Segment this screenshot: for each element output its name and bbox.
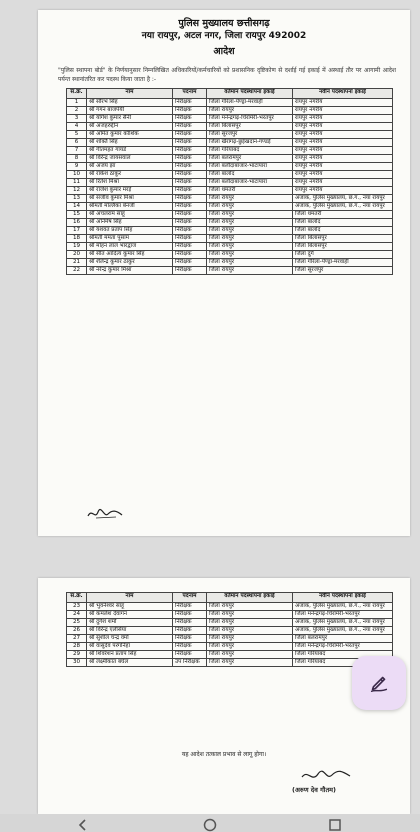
cell-new-posting: जिला गौरेला-पेण्ड्रा-मरवाही (293, 259, 393, 267)
cell-new-posting: रायपुर नगरीय (293, 131, 393, 139)
cell-new-posting: रायपुर नगरीय (293, 187, 393, 195)
cell-serial: 14 (67, 203, 87, 211)
cell-designation: निरीक्षक (173, 163, 207, 171)
cell-new-posting: जिला दुर्ग (293, 251, 393, 259)
cell-current-posting: जिला रायपुर (207, 635, 293, 643)
cell-new-posting: अजाक, पुलिस मुख्यालय, छ.ग., नया रायपुर (293, 203, 393, 211)
cell-serial: 2 (67, 107, 87, 115)
cell-serial: 23 (67, 603, 87, 611)
cell-current-posting: जिला गौरेला-पेण्ड्रा-मरवाही (207, 99, 293, 107)
cell-name: श्री वासुदेव परगनिहा (87, 643, 173, 651)
cell-designation: निरीक्षक (173, 195, 207, 203)
cell-designation: निरीक्षक (173, 155, 207, 163)
cell-new-posting: रायपुर नगरीय (293, 107, 393, 115)
cell-designation: निरीक्षक (173, 203, 207, 211)
document-page-1 (38, 10, 410, 536)
cell-current-posting: जिला रायपुर (207, 603, 293, 611)
table-row (67, 155, 393, 163)
officer-signature (300, 768, 352, 784)
cell-designation: निरीक्षक (173, 635, 207, 643)
cell-name: श्री गीतमहंत गायडे (87, 147, 173, 155)
cell-designation: निरीक्षक (173, 627, 207, 635)
cell-name: श्रीमती ममता पुसाम (87, 235, 173, 243)
cell-serial: 20 (67, 251, 87, 259)
col-header-sr: स.क्र. (67, 89, 87, 99)
cell-new-posting: जिला धमतरी (293, 211, 393, 219)
cell-name: श्री विरेन्द्र जायसवाल (87, 155, 173, 163)
table-row (67, 203, 393, 211)
cell-name: श्री योगेश कुमार सैनी (87, 115, 173, 123)
cell-current-posting: जिला रायपुर (207, 611, 293, 619)
cell-current-posting: जिला रायपुर (207, 251, 293, 259)
cell-serial: 24 (67, 611, 87, 619)
col-header-name: नाम (87, 593, 173, 603)
cell-name: श्री अजहरुद्दीन (87, 123, 173, 131)
cell-new-posting: जिला बालोद (293, 227, 393, 235)
cell-designation: निरीक्षक (173, 147, 207, 155)
cell-serial: 25 (67, 619, 87, 627)
cell-new-posting: जिला गरियाबंद (293, 659, 393, 667)
cell-serial: 7 (67, 147, 87, 155)
cell-current-posting: जिला रायपुर (207, 235, 293, 243)
cell-name: श्री यशवंत प्रताप सिंह (87, 227, 173, 235)
cell-name: श्री राजेश कुमार मरई (87, 187, 173, 195)
home-icon[interactable] (202, 818, 218, 832)
cell-designation: निरीक्षक (173, 643, 207, 651)
cell-new-posting: जिला मनेन्द्रगढ़-चिरमिरी-भरतपुर (293, 643, 393, 651)
cell-serial: 15 (67, 211, 87, 219)
cell-serial: 12 (67, 187, 87, 195)
cell-serial: 21 (67, 259, 87, 267)
cell-current-posting: जिला रायपुर (207, 195, 293, 203)
cell-current-posting: जिला धमतरी (207, 187, 293, 195)
cell-designation: निरीक्षक (173, 99, 207, 107)
table-row (67, 227, 393, 235)
cell-designation: निरीक्षक (173, 219, 207, 227)
table-row (67, 187, 393, 195)
cell-designation: निरीक्षक (173, 115, 207, 123)
cell-current-posting: जिला बलौदाबाजार-भाटापारा (207, 163, 293, 171)
cell-current-posting: जिला रायपुर (207, 219, 293, 227)
cell-new-posting: रायपुर नगरीय (293, 171, 393, 179)
cell-name: श्री नरेन्द्र कुमार मिश्रा (87, 267, 173, 275)
cell-current-posting: जिला रायपुर (207, 243, 293, 251)
col-header-new-posting: नवीन पदस्थापना इकाई (293, 593, 393, 603)
table-row (67, 99, 393, 107)
cell-current-posting: जिला रायपुर (207, 259, 293, 267)
cell-name: श्री सौरभ सिंह (87, 99, 173, 107)
table-header-row (67, 593, 393, 603)
cell-current-posting: जिला रायपुर (207, 267, 293, 275)
cell-name: श्रीमती मल्लिका बेनर्जी (87, 203, 173, 211)
cell-designation: निरीक्षक (173, 251, 207, 259)
cell-current-posting: जिला बलरामपुर (207, 155, 293, 163)
order-effect-note: यह आदेश तत्काल प्रभाव से लागू होगा। (181, 751, 267, 758)
cell-serial: 22 (67, 267, 87, 275)
table-row (67, 651, 393, 659)
cell-new-posting: जिला बालोद (293, 219, 393, 227)
table-row (67, 179, 393, 187)
table-row (67, 171, 393, 179)
cell-name: श्री शिवरेशन प्रताप सिंह (87, 651, 173, 659)
table-row (67, 115, 393, 123)
cell-name: श्री रितेश मिश्रा (87, 179, 173, 187)
cell-new-posting: रायपुर नगरीय (293, 115, 393, 123)
cell-current-posting: जिला गरियाबंद (207, 147, 293, 155)
cell-name: श्री संजीव कुमार मिश्रा (87, 195, 173, 203)
transfer-table (66, 88, 393, 275)
cell-new-posting: रायपुर नगरीय (293, 99, 393, 107)
cell-current-posting: जिला खैरागढ़-छुईखदान-गण्डई (207, 139, 293, 147)
table-row (67, 243, 393, 251)
cell-serial: 9 (67, 163, 87, 171)
table-row (67, 123, 393, 131)
edit-fab-button[interactable] (352, 656, 406, 710)
table-row (67, 659, 393, 667)
col-header-current-posting: वर्तमान पदस्थापना इकाई (207, 89, 293, 99)
cell-designation: निरीक्षक (173, 171, 207, 179)
cell-serial: 28 (67, 643, 87, 651)
cell-new-posting: जिला बिलासपुर (293, 243, 393, 251)
cell-designation: निरीक्षक (173, 107, 207, 115)
signature-mark (86, 506, 126, 522)
pen-edit-icon (368, 672, 390, 694)
cell-serial: 6 (67, 139, 87, 147)
cell-name: श्री अचलराम साहू (87, 211, 173, 219)
cell-current-posting: जिला बलौदाबाजार-भाटापारा (207, 179, 293, 187)
cell-designation: उप निरीक्षक (173, 659, 207, 667)
cell-new-posting: जिला सूरजपुर (293, 267, 393, 275)
cell-serial: 13 (67, 195, 87, 203)
table-row (67, 611, 393, 619)
system-nav-bar (0, 814, 420, 832)
cell-current-posting: जिला बिलासपुर (207, 123, 293, 131)
cell-current-posting: जिला रायपुर (207, 619, 293, 627)
officer-name: (अरुण देव गौतम) (292, 786, 337, 794)
cell-current-posting: जिला रायपुर (207, 659, 293, 667)
intro-paragraph: "पुलिस स्थापना बोर्ड" के निर्णयानुसार निम्नलिखित अधिकारियों/कर्मचारियों को प्रशासनिक दृष्टिकोण से दर्शाई गई इकाई में अस्थाई तौर पर आगामी आदेश पर्यन्त स्थानांतरित कर पदस्थ किया जाता है :- (58, 67, 396, 83)
cell-current-posting: जिला रायपुर (207, 627, 293, 635)
table-row (67, 619, 393, 627)
col-header-sr: स.क्र. (67, 593, 87, 603)
col-header-name: नाम (87, 89, 173, 99)
cell-name: श्री अजय झा (87, 163, 173, 171)
cell-new-posting: अजाक, पुलिस मुख्यालय, छ.ग., नया रायपुर (293, 603, 393, 611)
cell-designation: निरीक्षक (173, 139, 207, 147)
cell-designation: निरीक्षक (173, 259, 207, 267)
cell-name: श्री कमलेश देवांगन (87, 611, 173, 619)
cell-name: श्री विरेन्द्र एलेसिया (87, 627, 173, 635)
cell-designation: निरीक्षक (173, 651, 207, 659)
table-row (67, 139, 393, 147)
transfer-table-continued (66, 592, 393, 667)
document-header (38, 10, 410, 58)
cell-serial: 17 (67, 227, 87, 235)
cell-new-posting: अजाक, पुलिस मुख्यालय, छ.ग., नया रायपुर (293, 195, 393, 203)
table-row (67, 251, 393, 259)
cell-serial: 5 (67, 131, 87, 139)
cell-serial: 30 (67, 659, 87, 667)
cell-designation: निरीक्षक (173, 243, 207, 251)
table-row (67, 163, 393, 171)
col-header-designation: पदनाम (173, 593, 207, 603)
cell-new-posting: जिला मनेन्द्रगढ़-चिरमिरी-भरतपुर (293, 611, 393, 619)
cell-current-posting: जिला रायपुर (207, 107, 293, 115)
table-row (67, 627, 393, 635)
cell-designation: निरीक्षक (173, 611, 207, 619)
cell-designation: निरीक्षक (173, 603, 207, 611)
cell-new-posting: रायपुर नगरीय (293, 123, 393, 131)
cell-name: श्री अमित कुमार कौशिक (87, 131, 173, 139)
cell-serial: 29 (67, 651, 87, 659)
cell-new-posting: रायपुर नगरीय (293, 179, 393, 187)
recents-icon[interactable] (328, 818, 342, 832)
cell-designation: निरीक्षक (173, 211, 207, 219)
table-row (67, 219, 393, 227)
cell-current-posting: जिला मनेन्द्रगढ़-चिरमिरी-भरतपुर (207, 115, 293, 123)
cell-name: श्री मोहन लाल भारद्वाज (87, 243, 173, 251)
cell-designation: निरीक्षक (173, 131, 207, 139)
cell-new-posting: जिला गरियाबंद (293, 651, 393, 659)
cell-designation: निरीक्षक (173, 619, 207, 627)
table-row (67, 131, 393, 139)
table-row (67, 635, 393, 643)
cell-new-posting: रायपुर नगरीय (293, 147, 393, 155)
cell-name: श्री शक्ति सिंह (87, 139, 173, 147)
cell-serial: 18 (67, 235, 87, 243)
cell-serial: 8 (67, 155, 87, 163)
col-header-designation: पदनाम (173, 89, 207, 99)
cell-serial: 19 (67, 243, 87, 251)
cell-serial: 10 (67, 171, 87, 179)
table-row (67, 147, 393, 155)
table-row (67, 259, 393, 267)
cell-name: श्री भुवनेश्वर साहू (87, 603, 173, 611)
cell-serial: 4 (67, 123, 87, 131)
table-header-row (67, 89, 393, 99)
cell-serial: 27 (67, 635, 87, 643)
cell-new-posting: रायपुर नगरीय (293, 163, 393, 171)
cell-new-posting: अजाक, पुलिस मुख्यालय, छ.ग., नया रायपुर (293, 627, 393, 635)
cell-current-posting: जिला रायपुर (207, 211, 293, 219)
cell-current-posting: जिला सूरजपुर (207, 131, 293, 139)
table-row (67, 267, 393, 275)
cell-name: श्री गगन बाजपेयी (87, 107, 173, 115)
cell-name: श्री अनिमेष सिंह (87, 219, 173, 227)
cell-name: श्री लक्ष्मीकांत बघेल (87, 659, 173, 667)
cell-serial: 26 (67, 627, 87, 635)
back-icon[interactable] (76, 818, 90, 832)
header-line-1: पुलिस मुख्यालय छत्तीसगढ़ (178, 18, 270, 29)
cell-new-posting: रायपुर नगरीय (293, 139, 393, 147)
cell-designation: निरीक्षक (173, 179, 207, 187)
col-header-current-posting: वर्तमान पदस्थापना इकाई (207, 593, 293, 603)
cell-name: श्री राकेश ठाकुर (87, 171, 173, 179)
order-title: आदेश (213, 46, 235, 57)
cell-current-posting: जिला रायपुर (207, 643, 293, 651)
cell-current-posting: जिला रायपुर (207, 651, 293, 659)
table-row (67, 643, 393, 651)
cell-name: श्री शैलेन्द्र कुमार ठाकुर (87, 259, 173, 267)
cell-serial: 11 (67, 179, 87, 187)
cell-current-posting: जिला बालोद (207, 171, 293, 179)
cell-serial: 1 (67, 99, 87, 107)
table-row (67, 107, 393, 115)
header-line-2: नया रायपुर, अटल नगर, जिला रायपुर 492002 (141, 31, 307, 41)
cell-name: श्री दुर्गेश शर्मा (87, 619, 173, 627)
cell-designation: निरीक्षक (173, 235, 207, 243)
cell-current-posting: जिला रायपुर (207, 203, 293, 211)
cell-name: श्री सुशील चन्द्र वर्मा (87, 635, 173, 643)
cell-designation: निरीक्षक (173, 267, 207, 275)
cell-new-posting: जिला बिलासपुर (293, 235, 393, 243)
table-row (67, 235, 393, 243)
col-header-new-posting: नवीन पदस्थापना इकाई (293, 89, 393, 99)
cell-current-posting: जिला रायपुर (207, 227, 293, 235)
cell-new-posting: अजाक, पुलिस मुख्यालय, छ.ग., नया रायपुर (293, 619, 393, 627)
cell-serial: 16 (67, 219, 87, 227)
cell-new-posting: जिला बलरामपुर (293, 635, 393, 643)
table-row (67, 211, 393, 219)
cell-serial: 3 (67, 115, 87, 123)
cell-new-posting: रायपुर नगरीय (293, 155, 393, 163)
table-row (67, 195, 393, 203)
cell-name: श्री सीत आदित्य कुमार सिंह (87, 251, 173, 259)
table-row (67, 603, 393, 611)
cell-designation: निरीक्षक (173, 227, 207, 235)
cell-designation: निरीक्षक (173, 123, 207, 131)
cell-designation: निरीक्षक (173, 187, 207, 195)
